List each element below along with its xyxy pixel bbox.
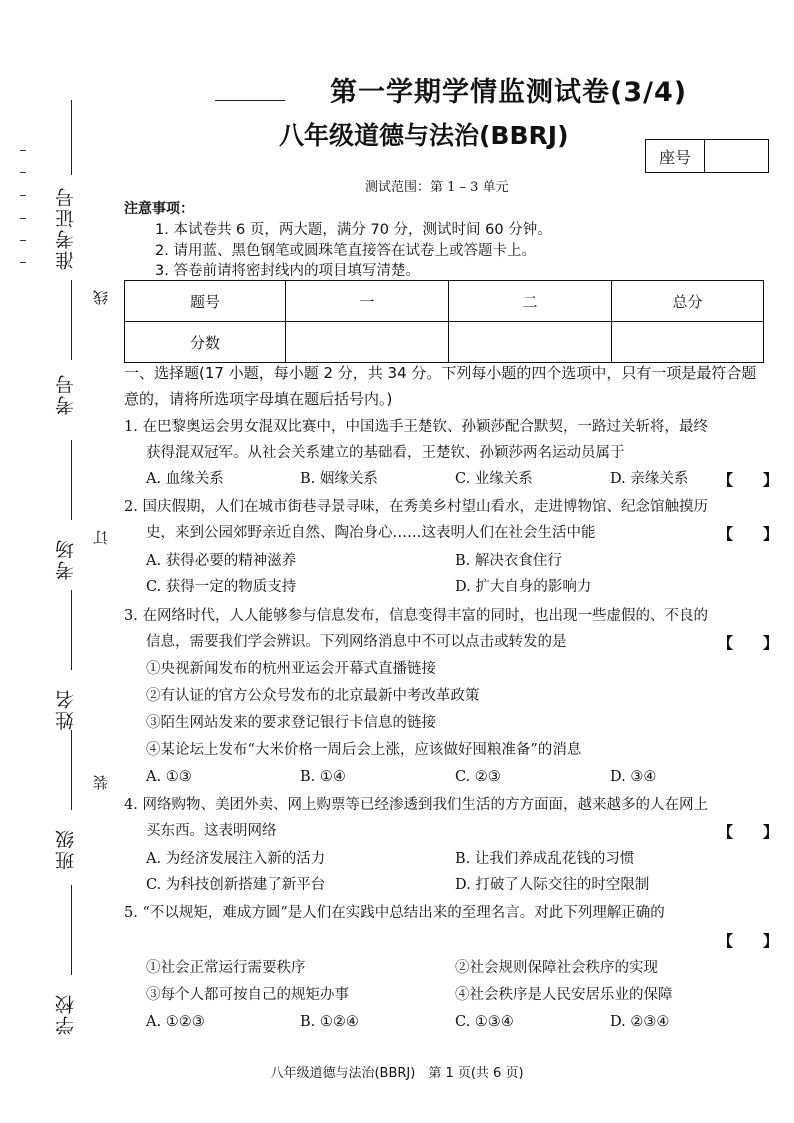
option-a: A. 为经济发展注入新的活力	[146, 851, 326, 867]
statement-3: ③每个人都可按自己的规矩办事	[146, 987, 349, 1003]
option-c: C. ①③④	[455, 1014, 514, 1030]
option-c: C. 获得一定的物质支持	[146, 579, 297, 595]
ticket-number-field[interactable]	[71, 100, 72, 175]
option-d: D. 亲缘关系	[610, 471, 689, 487]
page-footer: 八年级道德与法治(BBRJ) 第 1 页(共 6 页)	[270, 1066, 524, 1081]
notice-item: 1. 本试卷共 6 页，两大题，满分 70 分，测试时间 60 分钟。	[155, 222, 552, 238]
score-cell[interactable]	[612, 322, 764, 363]
binding-ding-text: 订	[92, 530, 110, 545]
question-text: 3. 在网络时代，人人能够参与信息发布，信息变得丰富的同时，也出现一些虚假的、不良的	[124, 608, 708, 624]
binding-mark	[20, 262, 26, 263]
exam-room-field[interactable]	[71, 440, 72, 520]
option-b: B. ①②④	[300, 1014, 359, 1030]
option-b: B. 让我们养成乱花钱的习惯	[455, 851, 635, 867]
statement-4: ④社会秩序是人民安居乐业的保障	[455, 987, 673, 1003]
answer-bracket[interactable]: 【 】	[718, 932, 779, 950]
score-cell[interactable]	[449, 322, 612, 363]
school-field[interactable]	[71, 885, 72, 975]
answer-bracket[interactable]: 【 】	[718, 525, 779, 543]
binding-mark	[20, 195, 26, 196]
school-label: 学校	[55, 993, 77, 1035]
option-b: B. 解决衣食住行	[455, 553, 562, 569]
score-row-label: 分数	[125, 322, 286, 363]
option-a: A. 血缘关系	[146, 471, 224, 487]
option-c: C. 业缘关系	[455, 471, 533, 487]
answer-bracket[interactable]: 【 】	[718, 823, 779, 841]
question-text: 4. 网络购物、美团外卖、网上购票等已经渗透到我们生活的方方面面，越来越多的人在网上	[124, 797, 708, 813]
question-text: 史，来到公园郊野亲近自然、陶冶身心……这表明人们在社会生活中能	[146, 525, 596, 541]
option-d: D. 打破了人际交往的时空限制	[455, 877, 650, 893]
page-title: 第一学期学情监测试卷(3/4)	[330, 77, 688, 108]
statement-4: ④某论坛上发布“大米价格一周后会上涨，应该做好囤粮准备”的消息	[146, 742, 582, 758]
class-field[interactable]	[71, 730, 72, 810]
notice-heading: 注意事项：	[124, 201, 194, 217]
exam-room-label: 考场	[55, 538, 77, 580]
score-header: 二	[449, 281, 612, 322]
test-range: 测试范围：第 1 – 3 单元	[365, 180, 509, 195]
option-b: B. ①④	[300, 769, 346, 785]
class-label: 班级	[55, 828, 77, 870]
option-a: A. ①③	[146, 769, 192, 785]
option-a: A. ①②③	[146, 1014, 205, 1030]
answer-bracket[interactable]: 【 】	[718, 634, 779, 652]
seat-number-label: 座号	[646, 140, 705, 172]
binding-line-text: 线	[92, 290, 110, 305]
option-c: C. ②③	[455, 769, 501, 785]
notice-item: 3. 答卷前请将密封线内的项目填写清楚。	[155, 263, 420, 279]
exam-number-field[interactable]	[71, 280, 72, 360]
option-a: A. 获得必要的精神滋养	[146, 553, 297, 569]
section-heading: 一、选择题(17 小题，每小题 2 分，共 34 分。下列每小题的四个选项中，只有一项是最符合题	[124, 364, 757, 382]
option-c: C. 为科技创新搭建了新平台	[146, 877, 326, 893]
option-d: D. ②③④	[610, 1014, 670, 1030]
statement-1: ①社会正常运行需要秩序	[146, 960, 306, 976]
statement-1: ①央视新闻发布的杭州亚运会开幕式直播链接	[146, 661, 436, 677]
question-text: 5. “不以规矩，难成方圆”是人们在实践中总结出来的至理名言。对此下列理解正确的	[124, 905, 665, 921]
option-d: D. ③④	[610, 769, 657, 785]
statement-3: ③陌生网站发来的要求登记银行卡信息的链接	[146, 715, 436, 731]
seat-number-box[interactable]	[645, 139, 769, 173]
binding-zhuang-text: 装	[92, 775, 110, 790]
score-cell[interactable]	[286, 322, 449, 363]
question-text: 2. 国庆假期，人们在城市街巷寻景寻味，在秀美乡村望山看水，走进博物馆、纪念馆触摸历	[124, 499, 708, 515]
option-b: B. 姻缘关系	[300, 471, 378, 487]
question-text: 买东西。这表明网络	[146, 823, 277, 839]
statement-2: ②有认证的官方公众号发布的北京最新中考改革政策	[146, 688, 480, 704]
score-header: 总分	[612, 281, 764, 322]
binding-mark	[20, 172, 26, 173]
title-blank	[215, 100, 285, 101]
notice-item: 2. 请用蓝、黑色钢笔或圆珠笔直接答在试卷上或答题卡上。	[155, 243, 536, 259]
question-text: 获得混双冠军。从社会关系建立的基础看，王楚钦、孙颖莎两名运动员属于	[146, 445, 625, 461]
section-heading: 意的，请将所选项字母填在题后括号内。)	[124, 390, 393, 408]
name-label: 姓名	[55, 688, 77, 730]
binding-mark	[20, 150, 26, 151]
option-d: D. 扩大自身的影响力	[455, 579, 592, 595]
answer-bracket[interactable]: 【 】	[718, 471, 779, 489]
statement-2: ②社会规则保障社会秩序的实现	[455, 960, 658, 976]
exam-number-label: 考号	[55, 373, 77, 415]
score-header: 一	[286, 281, 449, 322]
question-text: 1. 在巴黎奥运会男女混双比赛中，中国选手王楚钦、孙颖莎配合默契，一路过关斩将，最终	[124, 419, 708, 435]
score-header: 题号	[125, 281, 286, 322]
binding-mark	[20, 218, 26, 219]
ticket-number-label: 准考证号	[55, 186, 77, 270]
binding-mark	[20, 240, 26, 241]
page-subtitle: 八年级道德与法治(BBRJ)	[279, 121, 569, 150]
score-table	[124, 280, 764, 363]
name-field[interactable]	[71, 590, 72, 670]
question-text: 信息，需要我们学会辨识。下列网络消息中不可以点击或转发的是	[146, 634, 567, 650]
